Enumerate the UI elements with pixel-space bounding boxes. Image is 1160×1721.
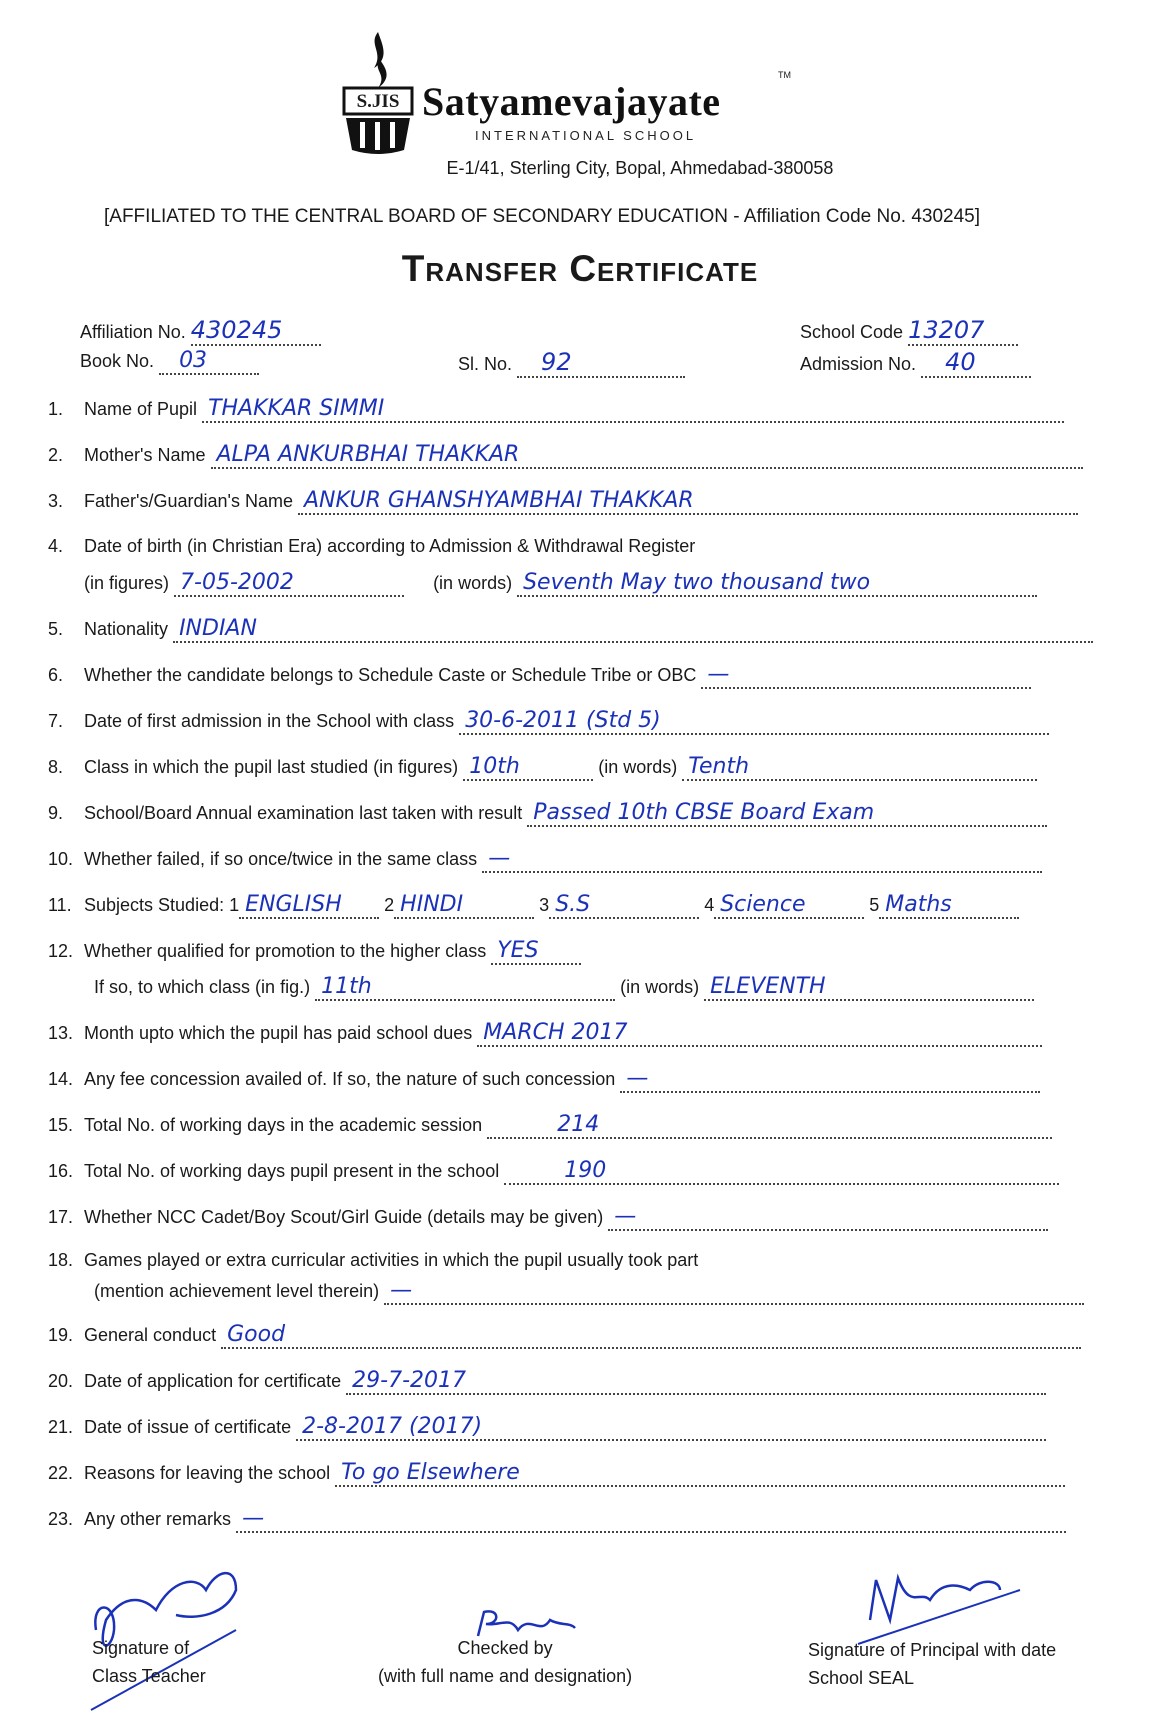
row-date-of-birth: 4. Date of birth (in Christian Era) according to Admission & Withdrawal Register xyxy=(48,536,696,556)
sl-no: Sl. No. 92 xyxy=(458,348,685,378)
checked-by-label: Checked by (with full name and designation) xyxy=(378,1638,633,1686)
issue-date-value: 2-8-2017 (2017) xyxy=(302,1414,483,1439)
fathers-name-value: ANKUR GHANSHYAMBHAI THAKKAR xyxy=(303,488,694,513)
fee-concession-value: — xyxy=(626,1066,649,1091)
affiliation-no: Affiliation No. 430245 xyxy=(80,316,321,346)
admission-no-value: 40 xyxy=(945,348,976,376)
application-date-value: 29-7-2017 xyxy=(352,1368,467,1393)
row-dues: 13. Month upto which the pupil has paid school dues MARCH 2017 xyxy=(48,1020,1100,1047)
row-name-of-pupil: 1. Name of Pupil THAKKAR SIMMI xyxy=(48,396,1100,423)
class-teacher-signature-label: Signature of Class Teacher xyxy=(92,1638,206,1686)
last-class-words-value: Tenth xyxy=(688,754,750,779)
row-working-days: 15. Total No. of working days in the academic session 214 xyxy=(48,1112,1100,1139)
games-value: — xyxy=(390,1278,413,1303)
crest-initials: S.JIS xyxy=(356,91,400,112)
subject-4-value: Science xyxy=(720,892,806,917)
first-admission-value: 30-6-2011 (Std 5) xyxy=(465,708,661,733)
row-remarks: 23. Any other remarks — xyxy=(48,1506,1100,1533)
sl-no-value: 92 xyxy=(541,348,572,376)
row-last-class: 8. Class in which the pupil last studied (in figures) 10th (in words) Tenth xyxy=(48,754,1100,781)
subject-2-value: HINDI xyxy=(400,892,464,917)
row-nationality: 5. Nationality INDIAN xyxy=(48,616,1100,643)
row-days-present: 16. Total No. of working days pupil present in the school 190 xyxy=(48,1158,1100,1185)
pupil-name-value: THAKKAR SIMMI xyxy=(208,396,385,421)
nationality-value: INDIAN xyxy=(179,616,257,641)
row-date-of-birth-values: (in figures) 7-05-2002 (in words) Seventh May two thousand two xyxy=(84,570,1100,597)
row-application-date: 20. Date of application for certificate 29-7-2017 xyxy=(48,1368,1100,1395)
remarks-value: — xyxy=(242,1506,265,1531)
row-promotion-class: If so, to which class (in fig.) 11th (in words) ELEVENTH xyxy=(94,974,1100,1001)
book-no-value: 03 xyxy=(179,348,208,373)
row-ncc: 17. Whether NCC Cadet/Boy Scout/Girl Guide (details may be given) — xyxy=(48,1204,1100,1231)
row-mothers-name: 2. Mother's Name ALPA ANKURBHAI THAKKAR xyxy=(48,442,1100,469)
working-days-value: 214 xyxy=(557,1112,600,1137)
document-title: Transfer Certificate xyxy=(401,248,759,289)
failed-value: — xyxy=(488,846,511,871)
promotion-class-words-value: ELEVENTH xyxy=(710,974,826,999)
school-code-value: 13207 xyxy=(908,316,985,344)
caste-value: — xyxy=(707,662,730,687)
affiliation-no-value: 430245 xyxy=(190,316,283,344)
dob-figures-value: 7-05-2002 xyxy=(180,570,294,595)
principal-signature-label: Signature of Principal with date School SEAL xyxy=(808,1640,1057,1688)
last-exam-value: Passed 10th CBSE Board Exam xyxy=(533,800,875,825)
school-code: School Code 13207 xyxy=(800,316,1018,346)
days-present-value: 190 xyxy=(564,1158,607,1183)
dues-value: MARCH 2017 xyxy=(483,1020,628,1045)
school-address: E-1/41, Sterling City, Bopal, Ahmedabad-380058 xyxy=(446,158,834,178)
row-games: 18. Games played or extra curricular activities in which the pupil usually took part xyxy=(48,1250,699,1270)
row-last-exam: 9. School/Board Annual examination last taken with result Passed 10th CBSE Board Exam xyxy=(48,800,1100,827)
row-subjects: 11. Subjects Studied: 1 ENGLISH 2 HINDI 3 S.S 4 Science 5 Maths xyxy=(48,892,1100,919)
subject-3-value: S.S xyxy=(555,892,591,917)
row-failed: 10. Whether failed, if so once/twice in the same class — xyxy=(48,846,1100,873)
school-logo xyxy=(338,30,798,150)
row-leaving-reason: 22. Reasons for leaving the school To go Elsewhere xyxy=(48,1460,1100,1487)
row-fathers-name: 3. Father's/Guardian's Name ANKUR GHANSHYAMBHAI THAKKAR xyxy=(48,488,1100,515)
row-first-admission: 7. Date of first admission in the School with class 30-6-2011 (Std 5) xyxy=(48,708,1100,735)
affiliation-line: [AFFILIATED TO THE CENTRAL BOARD OF SECONDARY EDUCATION - Affiliation Code No. 430245] xyxy=(104,206,981,227)
subject-1-value: ENGLISH xyxy=(245,892,342,917)
row-conduct: 19. General conduct Good xyxy=(48,1322,1100,1349)
ncc-value: — xyxy=(614,1204,637,1229)
dob-words-value: Seventh May two thousand two xyxy=(523,570,871,595)
promotion-value: YES xyxy=(497,938,539,963)
subject-5-value: Maths xyxy=(885,892,952,917)
school-name: Satyamevajayate xyxy=(422,79,721,124)
row-caste: 6. Whether the candidate belongs to Schedule Caste or Schedule Tribe or OBC — xyxy=(48,662,1100,689)
leaving-reason-value: To go Elsewhere xyxy=(341,1460,520,1485)
book-no: Book No. 03 xyxy=(80,348,259,375)
school-subtitle: INTERNATIONAL SCHOOL xyxy=(475,128,697,143)
row-promotion: 12. Whether qualified for promotion to the higher class YES xyxy=(48,938,1100,965)
row-fee-concession: 14. Any fee concession availed of. If so, the nature of such concession — xyxy=(48,1066,1100,1093)
conduct-value: Good xyxy=(227,1322,286,1347)
trademark: TM xyxy=(778,70,791,80)
mothers-name-value: ALPA ANKURBHAI THAKKAR xyxy=(216,442,520,467)
row-games-achievement: (mention achievement level therein) — xyxy=(94,1278,1100,1305)
last-class-fig-value: 10th xyxy=(469,754,520,779)
admission-no: Admission No. 40 xyxy=(800,348,1031,378)
row-issue-date: 21. Date of issue of certificate 2-8-2017 (2017) xyxy=(48,1414,1100,1441)
promotion-class-fig-value: 11th xyxy=(321,974,372,999)
